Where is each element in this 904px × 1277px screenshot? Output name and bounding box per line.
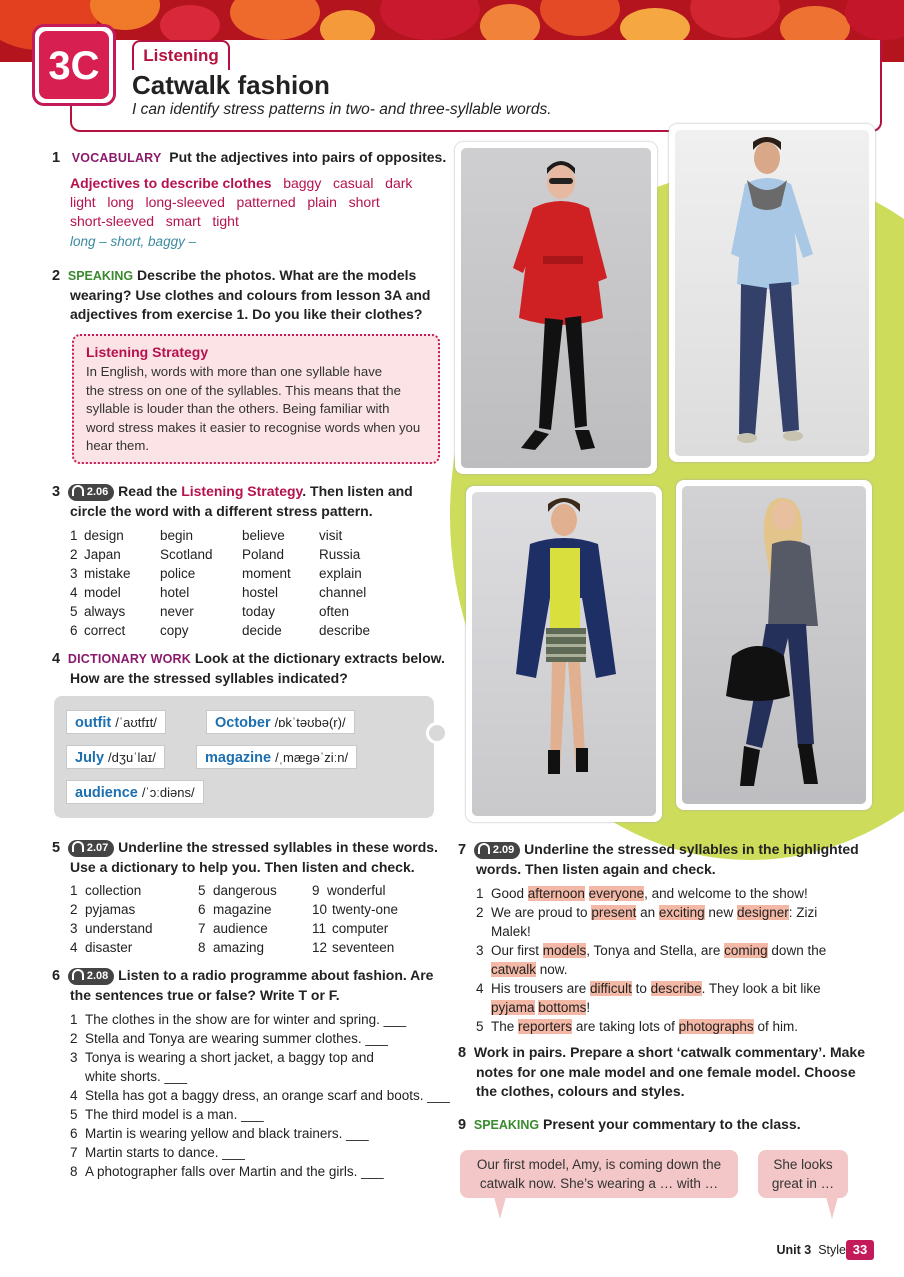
word-option[interactable]: always [84,604,126,619]
audio-track-number: 2.08 [86,970,109,982]
exercise-instruction: wearing? Use clothes and colours from lesson 3A and [70,287,431,303]
speech-bubble-line: catwalk now. She’s wearing a … with … [479,1176,719,1191]
unit-number: Unit 3 [776,1243,812,1257]
word-option[interactable]: today [242,604,276,619]
strategy-line: word stress makes it easier to recognise words when you [86,419,421,435]
item-number: 5 [70,1107,78,1122]
word-option[interactable]: moment [242,566,291,581]
exercise-1 [52,148,452,168]
dictionary-entry: October /ɒkˈtəʊbə(r)/ [206,710,355,734]
word-item [70,938,132,957]
exercise-instruction: notes for one male model and one female model. Choose [476,1064,856,1080]
exercise-7-sentences: 1 Good afternoon everyone, and welcome to the show! 2 We are proud to present an exciting new designer: Zizi Malek! 3 Our first models, Tonya and Stella, are coming down the catwalk now. 4 His trousers are difficult to describe. They look a bit like pyjama bottoms! 5 The reporters are taking lots of photographs of him. [476,884,876,1036]
word-option[interactable]: model [84,585,121,600]
word-option[interactable]: Poland [242,547,285,562]
word: seventeen [332,940,395,955]
exercise-label: SPEAKING [473,1118,540,1132]
exercise-instruction: Read the [118,483,178,499]
exercise-number: 6 [52,968,61,984]
exercise-label: VOCABULARY [71,151,162,165]
model-blue-sweater-illustration [675,130,869,456]
item-number: 3 [70,921,78,936]
item-number: 3 [70,566,78,581]
headphones-icon [478,843,490,854]
exercise-instruction: . Then listen and [302,483,413,499]
audio-track-badge[interactable] [68,840,114,857]
word: computer [332,921,389,936]
strategy-line: syllable is louder than the others. Being familiar with [86,401,390,416]
word: magazine [213,902,272,917]
speech-bubble-line: She looks [773,1157,833,1172]
exercise-instruction: Look at the dictionary extracts below. [194,650,445,666]
exercise-number: 7 [458,842,467,858]
item-number: 2 [70,547,78,562]
exercise-number: 4 [52,651,61,667]
word-option[interactable]: believe [242,528,285,543]
word-item [312,881,386,900]
item-number: 9 [312,883,320,898]
word-option[interactable]: never [160,604,194,619]
dictionary-entry: audience /ˈɔːdiəns/ [66,780,204,804]
statement [70,1067,187,1086]
exercise-instruction: adjectives from exercise 1. Do you like their clothes? [70,306,423,322]
statement [70,1143,245,1162]
statement-text: Martin is wearing yellow and black trainers. ___ [85,1126,369,1141]
exercise-5 [52,838,452,877]
exercise-instruction: Put the adjectives into pairs of opposites. [169,149,447,165]
statement-text: A photographer falls over Martin and the girls. ___ [85,1164,384,1179]
item-number: 11 [312,921,327,936]
word-item [70,900,135,919]
word-option[interactable]: decide [242,623,282,638]
exercise-2 [52,266,452,324]
item-number: 8 [70,1164,78,1179]
item-number: 8 [198,940,206,955]
word: disaster [85,940,133,955]
exercise-6 [52,966,452,1005]
exercise-instruction: Use a dictionary to help you. Then listen and check. [70,859,415,875]
exercise-9 [458,1115,878,1135]
word-option[interactable]: Scotland [160,547,213,562]
word-box [70,174,450,231]
statement-text: white shorts. ___ [85,1069,188,1084]
statement [70,1029,388,1048]
item-number: 2 [70,1031,78,1046]
strategy-reference: Listening Strategy [181,483,303,499]
dictionary-entry: July /dʒuˈlaɪ/ [66,745,165,769]
word-box-title: Adjectives to describe clothes [70,175,272,191]
word: audience [213,921,268,936]
audio-track-number: 2.07 [86,842,109,854]
exercise-number: 3 [52,484,61,500]
item-number: 6 [70,1126,78,1141]
exercise-instruction: Describe the photos. What are the models [137,267,417,283]
exercise-4 [52,649,452,688]
sentence: 4 His trousers are difficult to describe. They look a bit like [476,981,821,996]
exercise-8 [458,1043,878,1101]
statement [70,1124,369,1143]
word: pyjamas [85,902,136,917]
word-option[interactable]: police [160,566,196,581]
unit-title: Style [818,1243,846,1257]
example-answer: long – short, baggy – [70,234,197,249]
statement-text: Stella has got a baggy dress, an orange scarf and boots. ___ [85,1088,450,1103]
model-red-coat-illustration [461,148,651,468]
item-number: 1 [70,528,78,543]
item-number: 7 [70,1145,78,1160]
model-jeans-bag-illustration [682,486,866,804]
word-option[interactable]: hotel [160,585,190,600]
speech-bubble-line: great in … [771,1176,835,1191]
headphones-icon [72,841,84,852]
audio-track-badge[interactable] [68,484,114,501]
word-option[interactable]: begin [160,528,194,543]
speech-bubble [460,1150,738,1198]
page-number: 33 [846,1240,874,1260]
word-item [70,919,153,938]
exercise-number: 1 [52,150,61,166]
word-option[interactable]: design [84,528,124,543]
exercise-instruction: Underline the stressed syllables in these words. [118,839,438,855]
item-number: 1 [70,883,78,898]
word-option[interactable]: copy [160,623,189,638]
exercise-label: DICTIONARY WORK [67,652,191,666]
exercise-3 [52,482,452,521]
audio-track-badge[interactable] [68,968,114,985]
word-option[interactable]: often [319,604,350,619]
item-number: 6 [70,623,78,638]
word: understand [85,921,153,936]
word: amazing [213,940,265,955]
sentence: 2 We are proud to present an exciting new designer: Zizi [476,905,818,920]
exercise-instruction: circle the word with a different stress pattern. [70,503,373,519]
item-number: 4 [70,940,78,955]
photo-model-jeans-bag [676,480,872,810]
sentence: 3 Our first models, Tonya and Stella, are coming down the [476,943,827,958]
listening-strategy-box [72,334,440,464]
exercise-instruction: Present your commentary to the class. [543,1116,801,1132]
strategy-line: hear them. [86,438,150,453]
speech-bubble [758,1150,848,1198]
item-number: 3 [70,1050,78,1065]
word-item [312,900,398,919]
strategy-title: Listening Strategy [86,344,209,360]
word-option[interactable]: Japan [84,547,121,562]
word-item [198,900,272,919]
word-item [70,881,141,900]
exercise-instruction: Work in pairs. Prepare a short ‘catwalk commentary’. Make [473,1044,865,1060]
dictionary-entry: magazine /ˌmægəˈziːn/ [196,745,357,769]
word: dangerous [213,883,277,898]
sentence: 1 Good afternoon everyone, and welcome to the show! [476,886,808,901]
magnifier-icon [426,722,448,744]
exercise-number: 2 [52,268,61,284]
word-option[interactable]: hostel [242,585,279,600]
item-number: 5 [70,604,78,619]
lesson-code: 3C [39,31,109,99]
word: twenty-one [332,902,399,917]
audio-track-badge[interactable] [474,842,520,859]
exercise-instruction: Listen to a radio programme about fashion. Are [118,967,434,983]
sentence: 5 The reporters are taking lots of photographs of him. [476,1019,798,1034]
word-option[interactable]: mistake [84,566,131,581]
statement-text: Stella and Tonya are wearing summer clothes. ___ [85,1031,388,1046]
speech-bubble-tail [826,1197,838,1219]
statement-text: Martin starts to dance. ___ [85,1145,245,1160]
word-item [312,919,388,938]
word: collection [85,883,142,898]
word-item [312,938,394,957]
exercise-instruction: the sentences true or false? Write T or F. [70,987,340,1003]
word-item [198,881,277,900]
photo-model-yellow-top [466,486,662,822]
exercise-number: 5 [52,840,61,856]
exercise-7 [458,840,878,879]
word-option[interactable]: Russia [319,547,361,562]
word-item [198,938,264,957]
page-subtitle: I can identify stress patterns in two- and three-syllable words. [132,101,552,118]
lesson-badge [32,24,116,106]
word-box-line: short-sleeved smart tight [70,213,239,229]
statement-text: The third model is a man. ___ [85,1107,264,1122]
speech-bubble-tail [494,1197,506,1219]
item-number: 6 [198,902,206,917]
photo-model-red-coat [455,142,657,474]
exercise-number: 9 [458,1117,467,1133]
item-number: 7 [198,921,206,936]
strategy-line: In English, words with more than one syllable have [86,364,383,379]
word-option[interactable]: correct [84,623,126,638]
item-number: 10 [312,902,328,917]
headphones-icon [72,485,84,496]
statement [70,1010,406,1029]
word-option[interactable]: visit [319,528,343,543]
model-yellow-top-illustration [472,492,656,816]
item-number: 5 [198,883,206,898]
statement-text: Tonya is wearing a short jacket, a baggy top and [85,1050,374,1065]
statement [70,1048,374,1067]
word-option[interactable]: explain [319,566,362,581]
exercise-number: 8 [458,1045,467,1061]
section-tab: Listening [132,40,230,70]
word-option[interactable]: describe [319,623,371,638]
statement [70,1162,384,1181]
exercise-instruction: the clothes, colours and styles. [476,1083,685,1099]
exercise-instruction: How are the stressed syllables indicated? [70,670,348,686]
word-option[interactable]: channel [319,585,367,600]
word-box-line: light long long-sleeved patterned plain short [70,194,380,210]
word-box-line: baggy casual dark [283,175,413,191]
item-number: 4 [70,1088,78,1103]
statement [70,1086,450,1105]
dictionary-extracts-panel [54,696,434,818]
dictionary-entry: outfit /ˈaʊtfɪt/ [66,710,166,734]
statement [70,1105,264,1124]
exercise-label: SPEAKING [67,269,134,283]
strategy-line: the stress on one of the syllables. This means that the [86,382,401,398]
word-item [198,919,268,938]
word: wonderful [327,883,386,898]
footer-unit [777,1243,846,1257]
statement-text: The clothes in the show are for winter and spring. ___ [85,1012,407,1027]
audio-track-number: 2.09 [492,844,515,856]
item-number: 12 [312,940,328,955]
photo-model-blue-sweater [669,124,875,462]
item-number: 4 [70,585,78,600]
speech-bubble-line: Our first model, Amy, is coming down the [476,1157,722,1172]
item-number: 2 [70,902,78,917]
audio-track-number: 2.06 [86,486,109,498]
headphones-icon [72,969,84,980]
exercise-instruction: words. Then listen again and check. [476,861,716,877]
item-number: 1 [70,1012,78,1027]
exercise-instruction: Underline the stressed syllables in the highlighted [524,841,859,857]
page-title: Catwalk fashion [132,70,330,100]
